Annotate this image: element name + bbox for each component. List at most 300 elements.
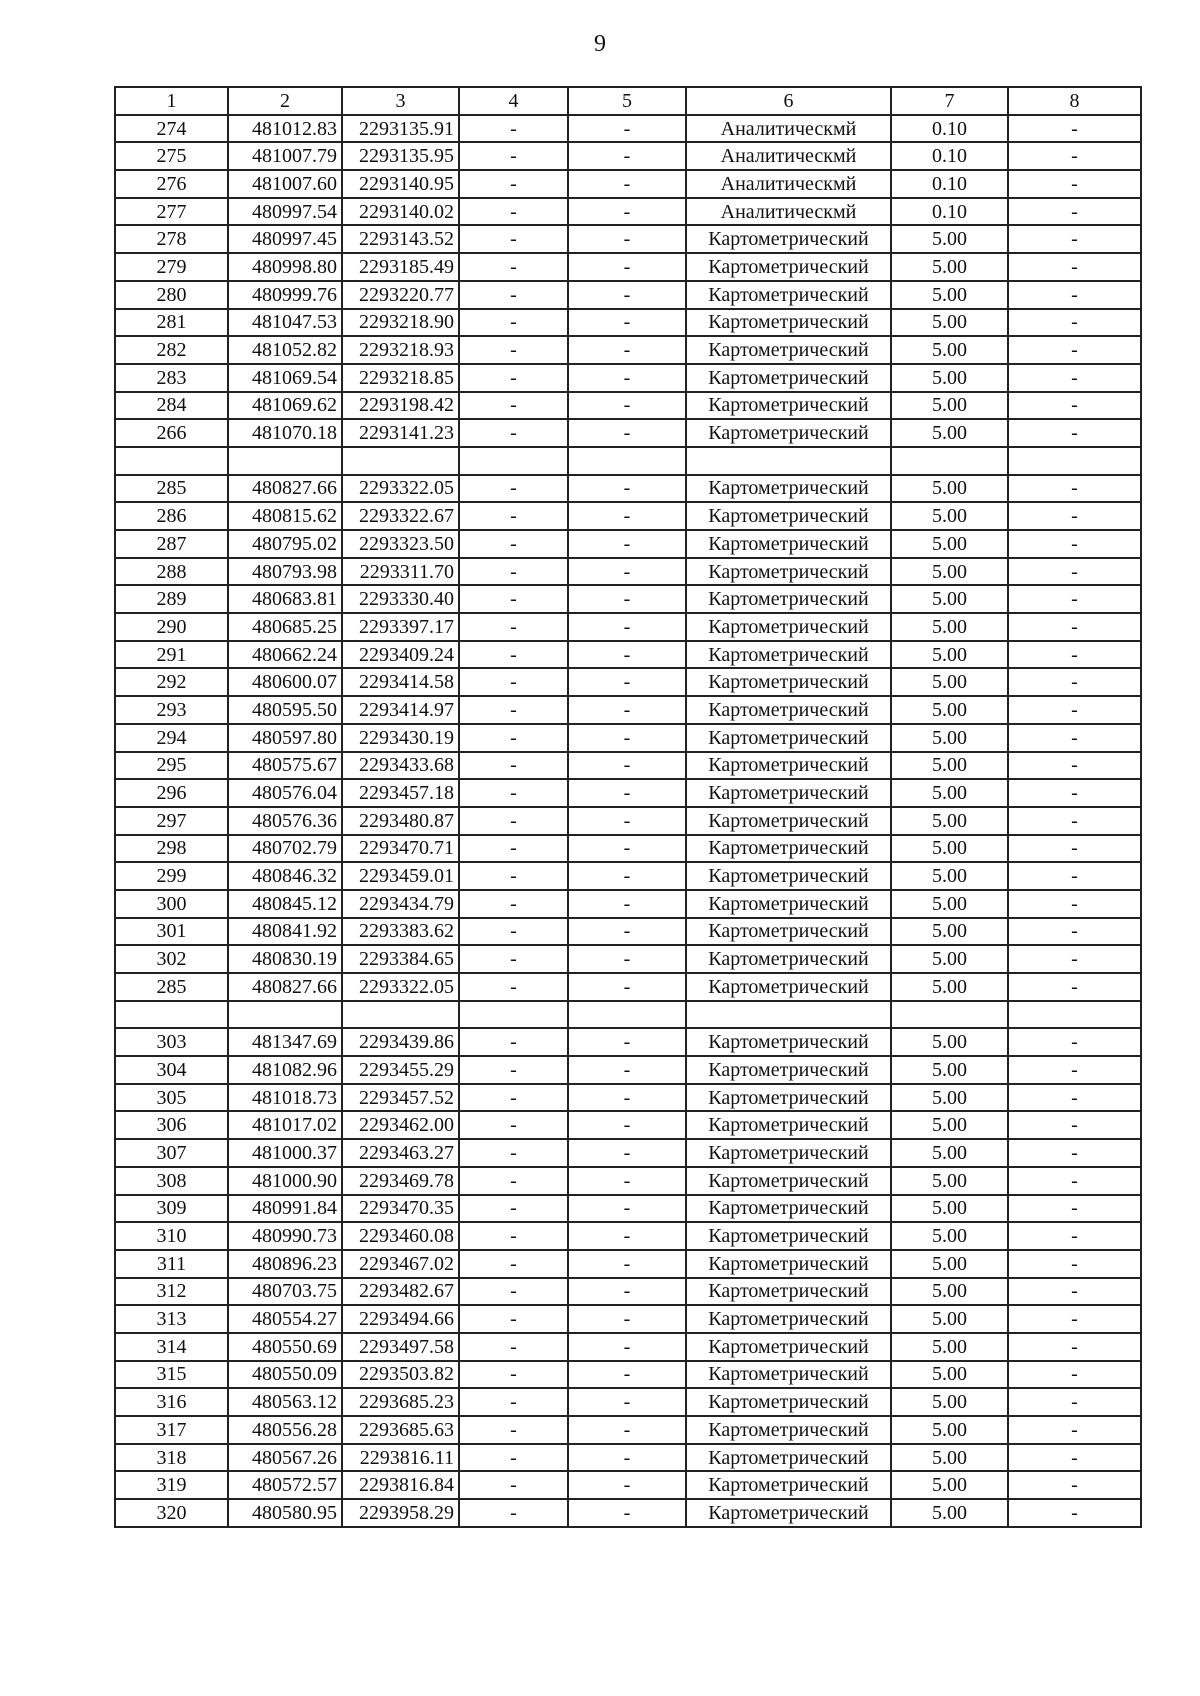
cell-col-5: - — [568, 724, 686, 752]
cell-col-4: - — [459, 1499, 568, 1527]
cell-col-5: - — [568, 1471, 686, 1499]
cell-col-8: - — [1008, 1028, 1141, 1056]
cell-col-1: 285 — [115, 475, 228, 503]
table-row — [115, 1056, 1141, 1084]
cell-col-6: Картометрический — [686, 1305, 891, 1333]
cell-col-2: 480845.12 — [228, 890, 342, 918]
cell-col-5: - — [568, 1167, 686, 1195]
cell-col-1: 297 — [115, 807, 228, 835]
cell-col-8: - — [1008, 558, 1141, 586]
cell-col-4: - — [459, 641, 568, 669]
cell-col-7: 5.00 — [891, 1250, 1008, 1278]
cell-col-1: 308 — [115, 1167, 228, 1195]
cell-col-4: - — [459, 613, 568, 641]
table-row — [115, 1499, 1141, 1527]
cell-col-8: - — [1008, 1305, 1141, 1333]
table-row — [115, 198, 1141, 226]
table-row — [115, 724, 1141, 752]
cell-col-2: 481012.83 — [228, 115, 342, 143]
cell-col-6: Картометрический — [686, 392, 891, 420]
cell-col-2: 480580.95 — [228, 1499, 342, 1527]
cell-col-6: Картометрический — [686, 1195, 891, 1223]
cell-col-6: Картометрический — [686, 779, 891, 807]
cell-col-7: 5.00 — [891, 1195, 1008, 1223]
table-row — [115, 1084, 1141, 1112]
cell-col-3: 2293140.95 — [342, 170, 459, 198]
cell-col-2: 480572.57 — [228, 1471, 342, 1499]
cell-col-1: 305 — [115, 1084, 228, 1112]
cell-col-8: - — [1008, 613, 1141, 641]
cell-col-2: 480841.92 — [228, 918, 342, 946]
cell-col-1: 291 — [115, 641, 228, 669]
cell-col-1: 306 — [115, 1111, 228, 1139]
cell-col-3: 2293469.78 — [342, 1167, 459, 1195]
cell-col-8: - — [1008, 198, 1141, 226]
cell-col-4: - — [459, 945, 568, 973]
cell-col-1: 289 — [115, 585, 228, 613]
cell-col-2: 481018.73 — [228, 1084, 342, 1112]
cell-col-7: 5.00 — [891, 1361, 1008, 1389]
cell-col-5 — [568, 1001, 686, 1029]
cell-col-6: Картометрический — [686, 1361, 891, 1389]
cell-col-4: - — [459, 1139, 568, 1167]
cell-col-2: 480795.02 — [228, 530, 342, 558]
cell-col-5: - — [568, 253, 686, 281]
cell-col-4: - — [459, 336, 568, 364]
cell-col-6: Картометрический — [686, 419, 891, 447]
cell-col-8: - — [1008, 1278, 1141, 1306]
cell-col-3: 2293383.62 — [342, 918, 459, 946]
table-row — [115, 668, 1141, 696]
cell-col-4: - — [459, 1361, 568, 1389]
cell-col-2: 481007.60 — [228, 170, 342, 198]
cell-col-6: Картометрический — [686, 835, 891, 863]
cell-col-2: 481000.90 — [228, 1167, 342, 1195]
cell-col-3: 2293816.84 — [342, 1471, 459, 1499]
cell-col-8: - — [1008, 502, 1141, 530]
cell-col-7: 0.10 — [891, 115, 1008, 143]
cell-col-5: - — [568, 281, 686, 309]
cell-col-7: 5.00 — [891, 779, 1008, 807]
table-row — [115, 1167, 1141, 1195]
cell-col-1: 309 — [115, 1195, 228, 1223]
cell-col-5: - — [568, 1499, 686, 1527]
cell-col-6: Картометрический — [686, 1056, 891, 1084]
cell-col-8: - — [1008, 1084, 1141, 1112]
cell-col-7: 0.10 — [891, 170, 1008, 198]
cell-col-8: - — [1008, 475, 1141, 503]
cell-col-4: - — [459, 281, 568, 309]
cell-col-3: 2293414.97 — [342, 696, 459, 724]
cell-col-1: 299 — [115, 862, 228, 890]
cell-col-7: 5.00 — [891, 862, 1008, 890]
table-row — [115, 918, 1141, 946]
cell-col-2: 480575.67 — [228, 752, 342, 780]
cell-col-3: 2293439.86 — [342, 1028, 459, 1056]
cell-col-2: 480998.80 — [228, 253, 342, 281]
cell-col-1: 290 — [115, 613, 228, 641]
cell-col-4: - — [459, 807, 568, 835]
cell-col-3: 2293470.35 — [342, 1195, 459, 1223]
cell-col-7: 5.00 — [891, 1222, 1008, 1250]
table-row — [115, 170, 1141, 198]
cell-col-3: 2293140.02 — [342, 198, 459, 226]
cell-col-4: - — [459, 696, 568, 724]
cell-col-7: 5.00 — [891, 973, 1008, 1001]
cell-col-7: 5.00 — [891, 1499, 1008, 1527]
cell-col-7: 5.00 — [891, 419, 1008, 447]
cell-col-6 — [686, 447, 891, 475]
cell-col-5: - — [568, 475, 686, 503]
cell-col-8: - — [1008, 253, 1141, 281]
cell-col-5: - — [568, 419, 686, 447]
table-row — [115, 225, 1141, 253]
cell-col-1: 302 — [115, 945, 228, 973]
cell-col-4: - — [459, 530, 568, 558]
cell-col-7: 5.00 — [891, 530, 1008, 558]
cell-col-5: - — [568, 1333, 686, 1361]
cell-col-7: 5.00 — [891, 696, 1008, 724]
cell-col-2: 480827.66 — [228, 973, 342, 1001]
cell-col-1: 283 — [115, 364, 228, 392]
cell-col-5: - — [568, 142, 686, 170]
cell-col-2: 480991.84 — [228, 1195, 342, 1223]
cell-col-4: - — [459, 752, 568, 780]
cell-col-5: - — [568, 668, 686, 696]
cell-col-8: - — [1008, 309, 1141, 337]
cell-col-5: - — [568, 170, 686, 198]
cell-col-4: - — [459, 1416, 568, 1444]
cell-col-1: 292 — [115, 668, 228, 696]
cell-col-4: - — [459, 475, 568, 503]
cell-col-6: Аналитическмй — [686, 198, 891, 226]
cell-col-8: - — [1008, 973, 1141, 1001]
cell-col-7: 5.00 — [891, 1139, 1008, 1167]
cell-col-5: - — [568, 807, 686, 835]
cell-col-5: - — [568, 198, 686, 226]
cell-col-2: 480997.45 — [228, 225, 342, 253]
cell-col-2: 480703.75 — [228, 1278, 342, 1306]
cell-col-2: 480990.73 — [228, 1222, 342, 1250]
cell-col-2: 480997.54 — [228, 198, 342, 226]
cell-col-6: Картометрический — [686, 281, 891, 309]
cell-col-5: - — [568, 336, 686, 364]
cell-col-7: 5.00 — [891, 807, 1008, 835]
cell-col-8: - — [1008, 807, 1141, 835]
cell-col-6: Картометрический — [686, 862, 891, 890]
cell-col-7: 5.00 — [891, 336, 1008, 364]
column-header-5: 5 — [568, 87, 686, 115]
cell-col-5: - — [568, 613, 686, 641]
cell-col-8: - — [1008, 364, 1141, 392]
separator-row — [115, 1001, 1141, 1029]
cell-col-6: Аналитическмй — [686, 170, 891, 198]
cell-col-4: - — [459, 1111, 568, 1139]
cell-col-6: Картометрический — [686, 724, 891, 752]
cell-col-8: - — [1008, 779, 1141, 807]
table-row — [115, 1222, 1141, 1250]
cell-col-5: - — [568, 641, 686, 669]
column-header-4: 4 — [459, 87, 568, 115]
cell-col-5: - — [568, 1195, 686, 1223]
table-row — [115, 752, 1141, 780]
cell-col-4: - — [459, 1056, 568, 1084]
table-row — [115, 530, 1141, 558]
cell-col-8 — [1008, 447, 1141, 475]
cell-col-1: 277 — [115, 198, 228, 226]
table-row — [115, 392, 1141, 420]
cell-col-3: 2293816.11 — [342, 1444, 459, 1472]
cell-col-7: 5.00 — [891, 945, 1008, 973]
cell-col-3: 2293463.27 — [342, 1139, 459, 1167]
cell-col-1: 295 — [115, 752, 228, 780]
cell-col-3: 2293409.24 — [342, 641, 459, 669]
cell-col-6: Картометрический — [686, 1333, 891, 1361]
cell-col-4: - — [459, 558, 568, 586]
cell-col-8: - — [1008, 225, 1141, 253]
cell-col-5: - — [568, 918, 686, 946]
cell-col-5: - — [568, 1222, 686, 1250]
cell-col-8: - — [1008, 115, 1141, 143]
cell-col-6: Картометрический — [686, 1139, 891, 1167]
cell-col-6: Картометрический — [686, 945, 891, 973]
cell-col-5: - — [568, 1305, 686, 1333]
table-row — [115, 1444, 1141, 1472]
column-header-7: 7 — [891, 87, 1008, 115]
cell-col-8 — [1008, 1001, 1141, 1029]
cell-col-2: 480896.23 — [228, 1250, 342, 1278]
cell-col-1: 285 — [115, 973, 228, 1001]
cell-col-5: - — [568, 779, 686, 807]
cell-col-4: - — [459, 502, 568, 530]
cell-col-2: 481052.82 — [228, 336, 342, 364]
table-row — [115, 613, 1141, 641]
cell-col-2: 481017.02 — [228, 1111, 342, 1139]
cell-col-2: 480550.69 — [228, 1333, 342, 1361]
cell-col-3: 2293497.58 — [342, 1333, 459, 1361]
cell-col-5: - — [568, 1361, 686, 1389]
cell-col-4: - — [459, 724, 568, 752]
cell-col-6: Картометрический — [686, 890, 891, 918]
cell-col-1: 319 — [115, 1471, 228, 1499]
cell-col-7: 5.00 — [891, 835, 1008, 863]
cell-col-3: 2293459.01 — [342, 862, 459, 890]
cell-col-8: - — [1008, 419, 1141, 447]
cell-col-6: Картометрический — [686, 1388, 891, 1416]
cell-col-5: - — [568, 696, 686, 724]
cell-col-3: 2293685.63 — [342, 1416, 459, 1444]
cell-col-3: 2293482.67 — [342, 1278, 459, 1306]
cell-col-4: - — [459, 890, 568, 918]
cell-col-6: Картометрический — [686, 696, 891, 724]
cell-col-8: - — [1008, 1250, 1141, 1278]
cell-col-6: Аналитическмй — [686, 142, 891, 170]
cell-col-5: - — [568, 364, 686, 392]
cell-col-6: Картометрический — [686, 1416, 891, 1444]
cell-col-3: 2293430.19 — [342, 724, 459, 752]
cell-col-7: 5.00 — [891, 918, 1008, 946]
cell-col-6: Картометрический — [686, 1250, 891, 1278]
cell-col-2: 480685.25 — [228, 613, 342, 641]
cell-col-6: Картометрический — [686, 336, 891, 364]
column-header-2: 2 — [228, 87, 342, 115]
cell-col-7: 5.00 — [891, 1333, 1008, 1361]
cell-col-1: 317 — [115, 1416, 228, 1444]
cell-col-3: 2293503.82 — [342, 1361, 459, 1389]
cell-col-3: 2293143.52 — [342, 225, 459, 253]
cell-col-3: 2293311.70 — [342, 558, 459, 586]
table-body — [115, 87, 1141, 1527]
column-header-8: 8 — [1008, 87, 1141, 115]
cell-col-4: - — [459, 1195, 568, 1223]
table-row — [115, 419, 1141, 447]
cell-col-1: 298 — [115, 835, 228, 863]
cell-col-7: 5.00 — [891, 1167, 1008, 1195]
table-row — [115, 1139, 1141, 1167]
cell-col-6: Картометрический — [686, 918, 891, 946]
cell-col-3: 2293414.58 — [342, 668, 459, 696]
cell-col-3: 2293455.29 — [342, 1056, 459, 1084]
cell-col-6: Картометрический — [686, 1278, 891, 1306]
cell-col-7: 0.10 — [891, 142, 1008, 170]
column-header-1: 1 — [115, 87, 228, 115]
cell-col-3: 2293457.18 — [342, 779, 459, 807]
cell-col-4: - — [459, 364, 568, 392]
cell-col-3: 2293384.65 — [342, 945, 459, 973]
cell-col-7 — [891, 1001, 1008, 1029]
cell-col-2: 480846.32 — [228, 862, 342, 890]
cell-col-2 — [228, 447, 342, 475]
table-row — [115, 973, 1141, 1001]
table-header-row — [115, 87, 1141, 115]
cell-col-3: 2293218.90 — [342, 309, 459, 337]
cell-col-1: 288 — [115, 558, 228, 586]
cell-col-8: - — [1008, 724, 1141, 752]
cell-col-7: 5.00 — [891, 1416, 1008, 1444]
cell-col-7: 5.00 — [891, 558, 1008, 586]
cell-col-2: 481082.96 — [228, 1056, 342, 1084]
cell-col-8: - — [1008, 281, 1141, 309]
table-row — [115, 253, 1141, 281]
cell-col-7: 5.00 — [891, 225, 1008, 253]
cell-col-2: 480597.80 — [228, 724, 342, 752]
cell-col-6: Картометрический — [686, 1084, 891, 1112]
cell-col-7: 5.00 — [891, 1444, 1008, 1472]
cell-col-2: 480595.50 — [228, 696, 342, 724]
table-row — [115, 364, 1141, 392]
cell-col-7: 5.00 — [891, 613, 1008, 641]
cell-col-5: - — [568, 585, 686, 613]
cell-col-7: 5.00 — [891, 1305, 1008, 1333]
cell-col-3: 2293135.95 — [342, 142, 459, 170]
table-row — [115, 1305, 1141, 1333]
cell-col-7: 5.00 — [891, 585, 1008, 613]
cell-col-3: 2293958.29 — [342, 1499, 459, 1527]
cell-col-5: - — [568, 1278, 686, 1306]
cell-col-5: - — [568, 1250, 686, 1278]
cell-col-7: 5.00 — [891, 668, 1008, 696]
cell-col-6: Картометрический — [686, 641, 891, 669]
cell-col-4: - — [459, 918, 568, 946]
separator-row — [115, 447, 1141, 475]
table-row — [115, 1416, 1141, 1444]
cell-col-6: Картометрический — [686, 1444, 891, 1472]
cell-col-3: 2293322.05 — [342, 973, 459, 1001]
cell-col-8: - — [1008, 835, 1141, 863]
table-row — [115, 142, 1141, 170]
cell-col-2: 480576.36 — [228, 807, 342, 835]
cell-col-1: 304 — [115, 1056, 228, 1084]
cell-col-8: - — [1008, 1471, 1141, 1499]
cell-col-2: 480683.81 — [228, 585, 342, 613]
cell-col-5: - — [568, 309, 686, 337]
cell-col-4: - — [459, 198, 568, 226]
cell-col-1: 316 — [115, 1388, 228, 1416]
cell-col-4: - — [459, 1222, 568, 1250]
cell-col-5: - — [568, 1111, 686, 1139]
cell-col-2: 480556.28 — [228, 1416, 342, 1444]
cell-col-5: - — [568, 752, 686, 780]
cell-col-2: 480827.66 — [228, 475, 342, 503]
cell-col-2: 481070.18 — [228, 419, 342, 447]
cell-col-8: - — [1008, 1139, 1141, 1167]
cell-col-4: - — [459, 392, 568, 420]
cell-col-1: 313 — [115, 1305, 228, 1333]
cell-col-3: 2293685.23 — [342, 1388, 459, 1416]
cell-col-7: 5.00 — [891, 281, 1008, 309]
cell-col-8: - — [1008, 336, 1141, 364]
cell-col-5: - — [568, 502, 686, 530]
cell-col-6: Картометрический — [686, 1222, 891, 1250]
cell-col-1: 284 — [115, 392, 228, 420]
table-row — [115, 696, 1141, 724]
cell-col-7: 5.00 — [891, 641, 1008, 669]
cell-col-2: 481047.53 — [228, 309, 342, 337]
cell-col-6: Картометрический — [686, 364, 891, 392]
table-row — [115, 862, 1141, 890]
cell-col-8: - — [1008, 392, 1141, 420]
cell-col-3 — [342, 447, 459, 475]
cell-col-8: - — [1008, 641, 1141, 669]
cell-col-3: 2293323.50 — [342, 530, 459, 558]
table-row — [115, 336, 1141, 364]
cell-col-6: Картометрический — [686, 668, 891, 696]
cell-col-1: 301 — [115, 918, 228, 946]
cell-col-8: - — [1008, 170, 1141, 198]
cell-col-1: 281 — [115, 309, 228, 337]
cell-col-3: 2293480.87 — [342, 807, 459, 835]
cell-col-7: 5.00 — [891, 1388, 1008, 1416]
table-row — [115, 1111, 1141, 1139]
cell-col-6: Картометрический — [686, 475, 891, 503]
cell-col-3: 2293462.00 — [342, 1111, 459, 1139]
cell-col-4: - — [459, 1278, 568, 1306]
cell-col-3: 2293322.05 — [342, 475, 459, 503]
cell-col-8: - — [1008, 1333, 1141, 1361]
cell-col-2 — [228, 1001, 342, 1029]
cell-col-5 — [568, 447, 686, 475]
cell-col-6: Картометрический — [686, 253, 891, 281]
cell-col-2: 480600.07 — [228, 668, 342, 696]
table-row — [115, 281, 1141, 309]
cell-col-2: 480815.62 — [228, 502, 342, 530]
cell-col-8: - — [1008, 142, 1141, 170]
table-row — [115, 502, 1141, 530]
cell-col-2: 480702.79 — [228, 835, 342, 863]
cell-col-4: - — [459, 1333, 568, 1361]
cell-col-2: 481069.54 — [228, 364, 342, 392]
cell-col-2: 480554.27 — [228, 1305, 342, 1333]
